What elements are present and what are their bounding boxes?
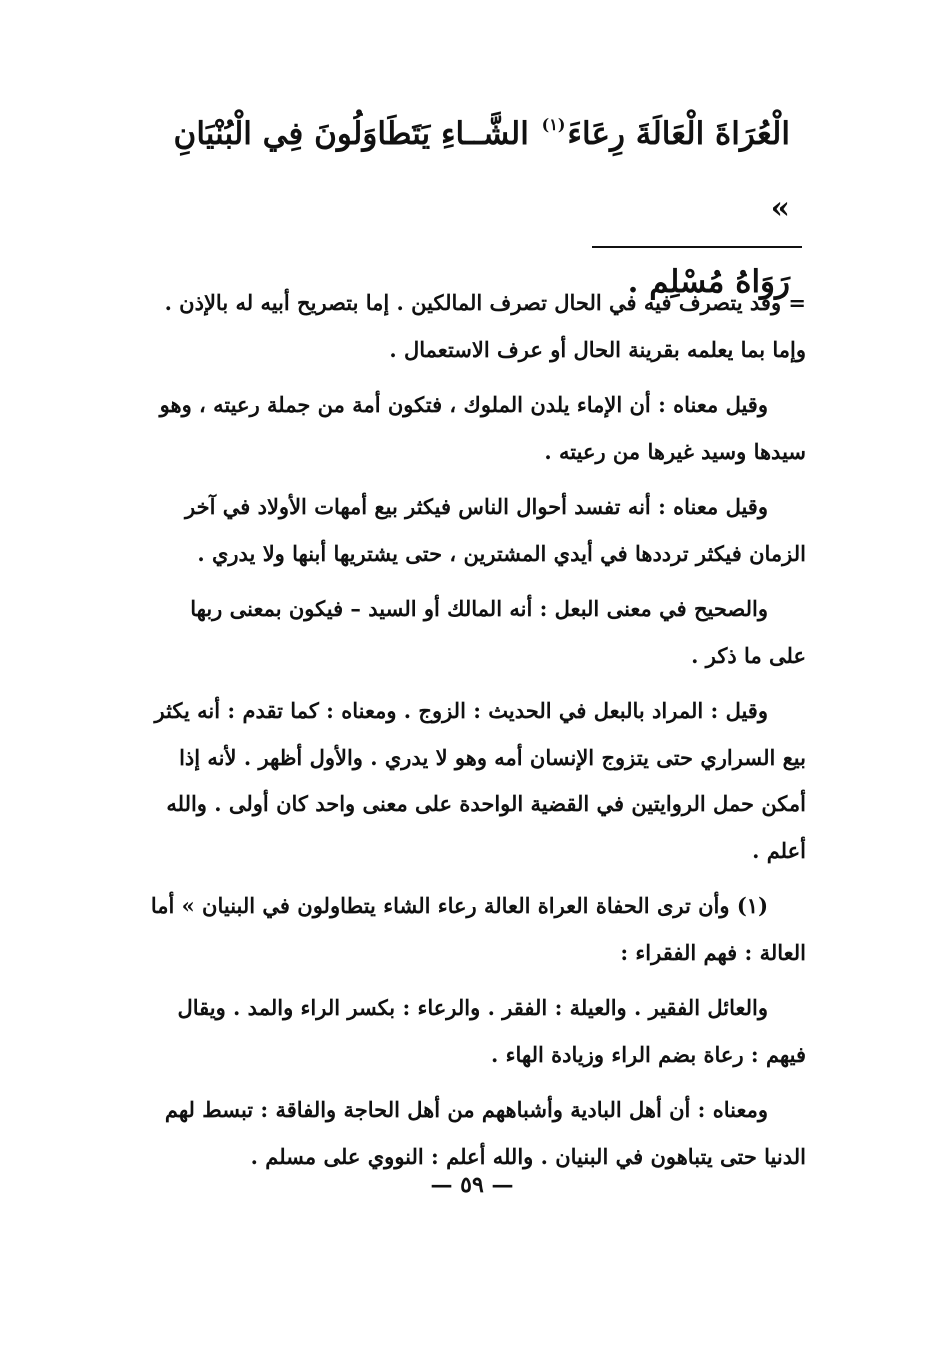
note-paragraph-3: وقيل معناه : أنه تفسد أحوال الناس فيكثر بيع أمهات الأولاد في آخر الزمان فيكثر ترددها في أيدي المشترين ، حتى يشتريها أبنها ولا يدري . xyxy=(185,494,806,566)
note-paragraph-6: (١) وأن ترى الحفاة العراة العالة رعاء الشاء يتطاولون في البنيان » أما العالة : فهم الفقراء : xyxy=(150,893,806,965)
footnotes xyxy=(150,280,806,1189)
note-paragraph-5: وقيل : المراد بالبعل في الحديث : الزوج . ومعناه : كما تقدم : أنه يكثر بيع السراري حتى يتزوج الإنسان أمه وهو لا يدري . والأول أظهر . لأنه إذا أمكن حمل الروايتين في القضية الواحدة على معنى واحد كان أولى . والله أعلم . xyxy=(154,698,806,863)
hadith-attribution: رَوَاهُ مُسْلِم . xyxy=(627,264,790,300)
note-paragraph-2: وقيل معناه : أن الإماء يلدن الملوك ، فتكون أمة من جملة رعيته ، وهو سيدها وسيد غيرها من رعيته . xyxy=(159,392,806,464)
note-paragraph-8: ومعناه : أن أهل البادية وأشباههم من أهل الحاجة والفاقة : تبسط لهم الدنيا حتى يتباهون في البنيان . والله أعلم : النووي على مسلم . xyxy=(164,1097,806,1169)
footnote-marker: (١) xyxy=(541,115,566,134)
page-number: — ٥٩ — xyxy=(430,1172,514,1198)
note-paragraph-1: = وقد يتصرف فيه في الحال تصرف المالكين . إما بتصريح أبيه له بالإذن . وإما بما يعلمه بقرينة الحال أو عرف الاستعمال . xyxy=(164,290,806,362)
footnote-separator xyxy=(592,246,802,248)
note-paragraph-4: والصحيح في معنى البعل : أنه المالك أو السيد – فيكون بمعنى ربها على ما ذكر . xyxy=(190,596,806,668)
hadith-line1-start: الْعُرَاةَ الْعَالَةَ رِعَاءَ xyxy=(567,116,790,152)
note-paragraph-7: والعائل الفقير . والعيلة : الفقر . والرعاء : بكسر الراء والمد . ويقال فيهم : رعاة بضم الراء وزيادة الهاء . xyxy=(177,995,806,1067)
hadith-line1-end: الشَّــاءِ يَتَطَاوَلُونَ فِي الْبُنْيَانِ » xyxy=(173,116,790,226)
